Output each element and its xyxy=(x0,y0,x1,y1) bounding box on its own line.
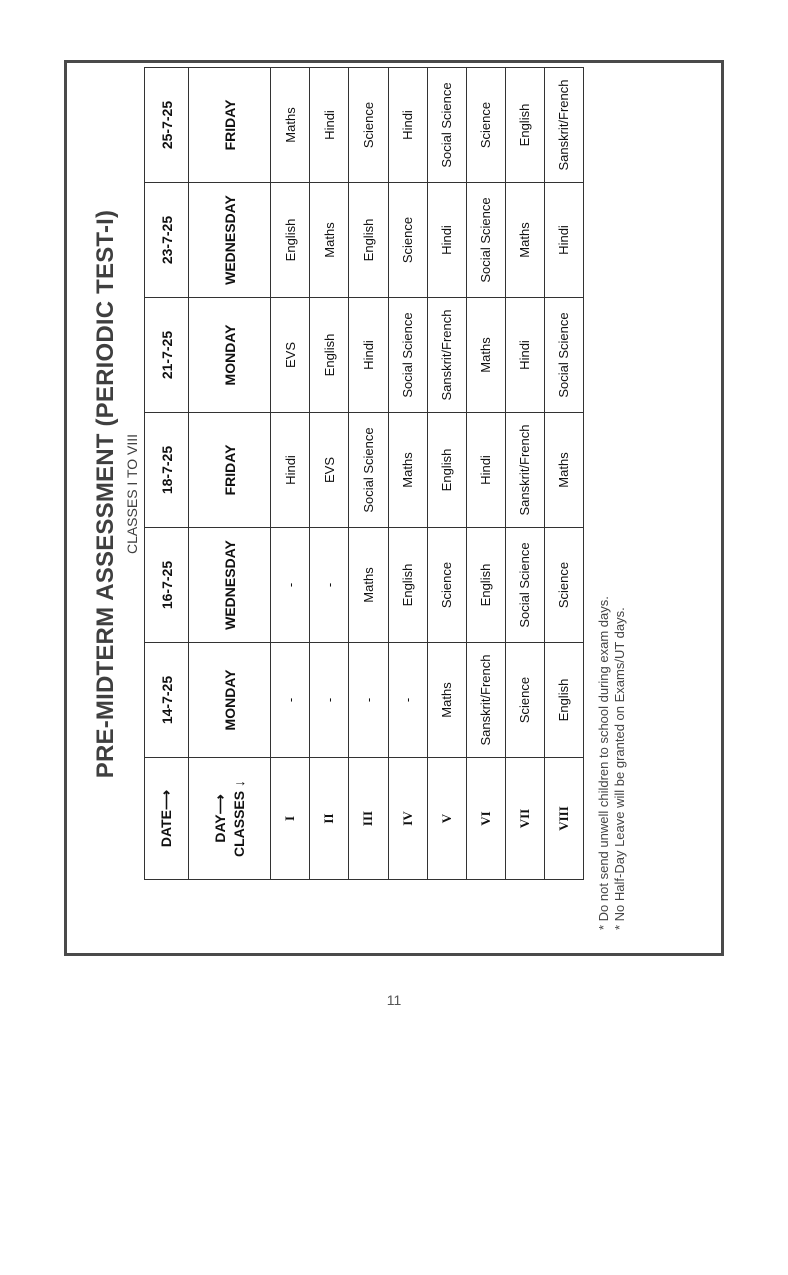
table-row xyxy=(271,68,310,880)
subject-cell: Social Science xyxy=(427,68,466,183)
subject-cell: English xyxy=(310,298,349,413)
subject-cell: EVS xyxy=(310,413,349,528)
class-label: III xyxy=(349,758,388,880)
subject-cell: Science xyxy=(544,528,583,643)
day-cell: MONDAY xyxy=(189,298,271,413)
table-row xyxy=(388,68,427,880)
rotated-content xyxy=(80,48,640,940)
page-title: PRE-MIDTERM ASSESSMENT (PERIODIC TEST-I) xyxy=(92,209,119,779)
subject-cell: Science xyxy=(427,528,466,643)
subject-cell: Maths xyxy=(544,413,583,528)
date-cell: 18-7-25 xyxy=(145,413,189,528)
date-cell: 23-7-25 xyxy=(145,183,189,298)
subject-cell: Social Science xyxy=(505,528,544,643)
subject-cell: Social Science xyxy=(349,413,388,528)
class-label: II xyxy=(310,758,349,880)
subject-cell: - xyxy=(271,528,310,643)
day-cell: WEDNESDAY xyxy=(189,528,271,643)
subject-cell: Social Science xyxy=(388,298,427,413)
class-label: VIII xyxy=(544,758,583,880)
subject-cell: - xyxy=(388,643,427,758)
class-label: VI xyxy=(466,758,505,880)
table-row xyxy=(310,68,349,880)
date-cell: 14-7-25 xyxy=(145,643,189,758)
subject-cell: Hindi xyxy=(544,183,583,298)
subject-cell: English xyxy=(271,183,310,298)
exam-schedule-table xyxy=(144,67,584,880)
subject-cell: Social Science xyxy=(544,298,583,413)
date-cell: 16-7-25 xyxy=(145,528,189,643)
classes-header-label: CLASSES ↓ xyxy=(230,780,247,858)
class-label: V xyxy=(427,758,466,880)
class-label: I xyxy=(271,758,310,880)
subject-cell: Hindi xyxy=(388,68,427,183)
day-cell: WEDNESDAY xyxy=(189,183,271,298)
table-row xyxy=(544,68,583,880)
subject-cell: Hindi xyxy=(310,68,349,183)
subject-cell: - xyxy=(310,528,349,643)
date-cell: 21-7-25 xyxy=(145,298,189,413)
subject-cell: Science xyxy=(349,68,388,183)
day-cell: FRIDAY xyxy=(189,68,271,183)
subject-cell: Maths xyxy=(427,643,466,758)
subject-cell: - xyxy=(349,643,388,758)
subject-cell: English xyxy=(466,528,505,643)
page-number: 11 xyxy=(386,992,402,1008)
subject-cell: Science xyxy=(505,643,544,758)
subject-cell: Maths xyxy=(271,68,310,183)
subject-cell: EVS xyxy=(271,298,310,413)
subject-cell: Maths xyxy=(349,528,388,643)
table-row xyxy=(349,68,388,880)
date-cell: 25-7-25 xyxy=(145,68,189,183)
table-row xyxy=(466,68,505,880)
day-row xyxy=(189,68,271,880)
table-row xyxy=(427,68,466,880)
subject-cell: Science xyxy=(388,183,427,298)
class-label: IV xyxy=(388,758,427,880)
table-row xyxy=(505,68,544,880)
subject-cell: Hindi xyxy=(349,298,388,413)
subject-cell: Science xyxy=(466,68,505,183)
subject-cell: Hindi xyxy=(271,413,310,528)
subject-cell: - xyxy=(310,643,349,758)
subject-cell: Maths xyxy=(310,183,349,298)
subject-cell: Hindi xyxy=(466,413,505,528)
subject-cell: Sanskrit/French xyxy=(505,413,544,528)
subject-cell: English xyxy=(427,413,466,528)
date-header-label: DATE⟶ xyxy=(145,758,189,880)
day-header-label: DAY⟶ xyxy=(211,794,228,843)
subject-cell: English xyxy=(349,183,388,298)
subject-cell: - xyxy=(271,643,310,758)
note-line: * Do not send unwell children to school during exam days. xyxy=(596,596,611,930)
subject-cell: English xyxy=(505,68,544,183)
subject-cell: Maths xyxy=(388,413,427,528)
subject-cell: Sanskrit/French xyxy=(544,68,583,183)
subject-cell: Sanskrit/French xyxy=(466,643,505,758)
day-cell: MONDAY xyxy=(189,643,271,758)
day-cell: FRIDAY xyxy=(189,413,271,528)
notes xyxy=(596,596,628,930)
class-label: VII xyxy=(505,758,544,880)
subject-cell: Sanskrit/French xyxy=(427,298,466,413)
subject-cell: Maths xyxy=(505,183,544,298)
day-classes-header xyxy=(189,758,271,880)
subject-cell: Maths xyxy=(466,298,505,413)
subject-cell: Social Science xyxy=(466,183,505,298)
subject-cell: Hindi xyxy=(505,298,544,413)
subject-cell: Hindi xyxy=(427,183,466,298)
subject-cell: English xyxy=(544,643,583,758)
note-line: * No Half-Day Leave will be granted on Exams/UT days. xyxy=(612,607,627,930)
page-subtitle: CLASSES I TO VIII xyxy=(124,433,140,555)
date-row xyxy=(145,68,189,880)
subject-cell: English xyxy=(388,528,427,643)
